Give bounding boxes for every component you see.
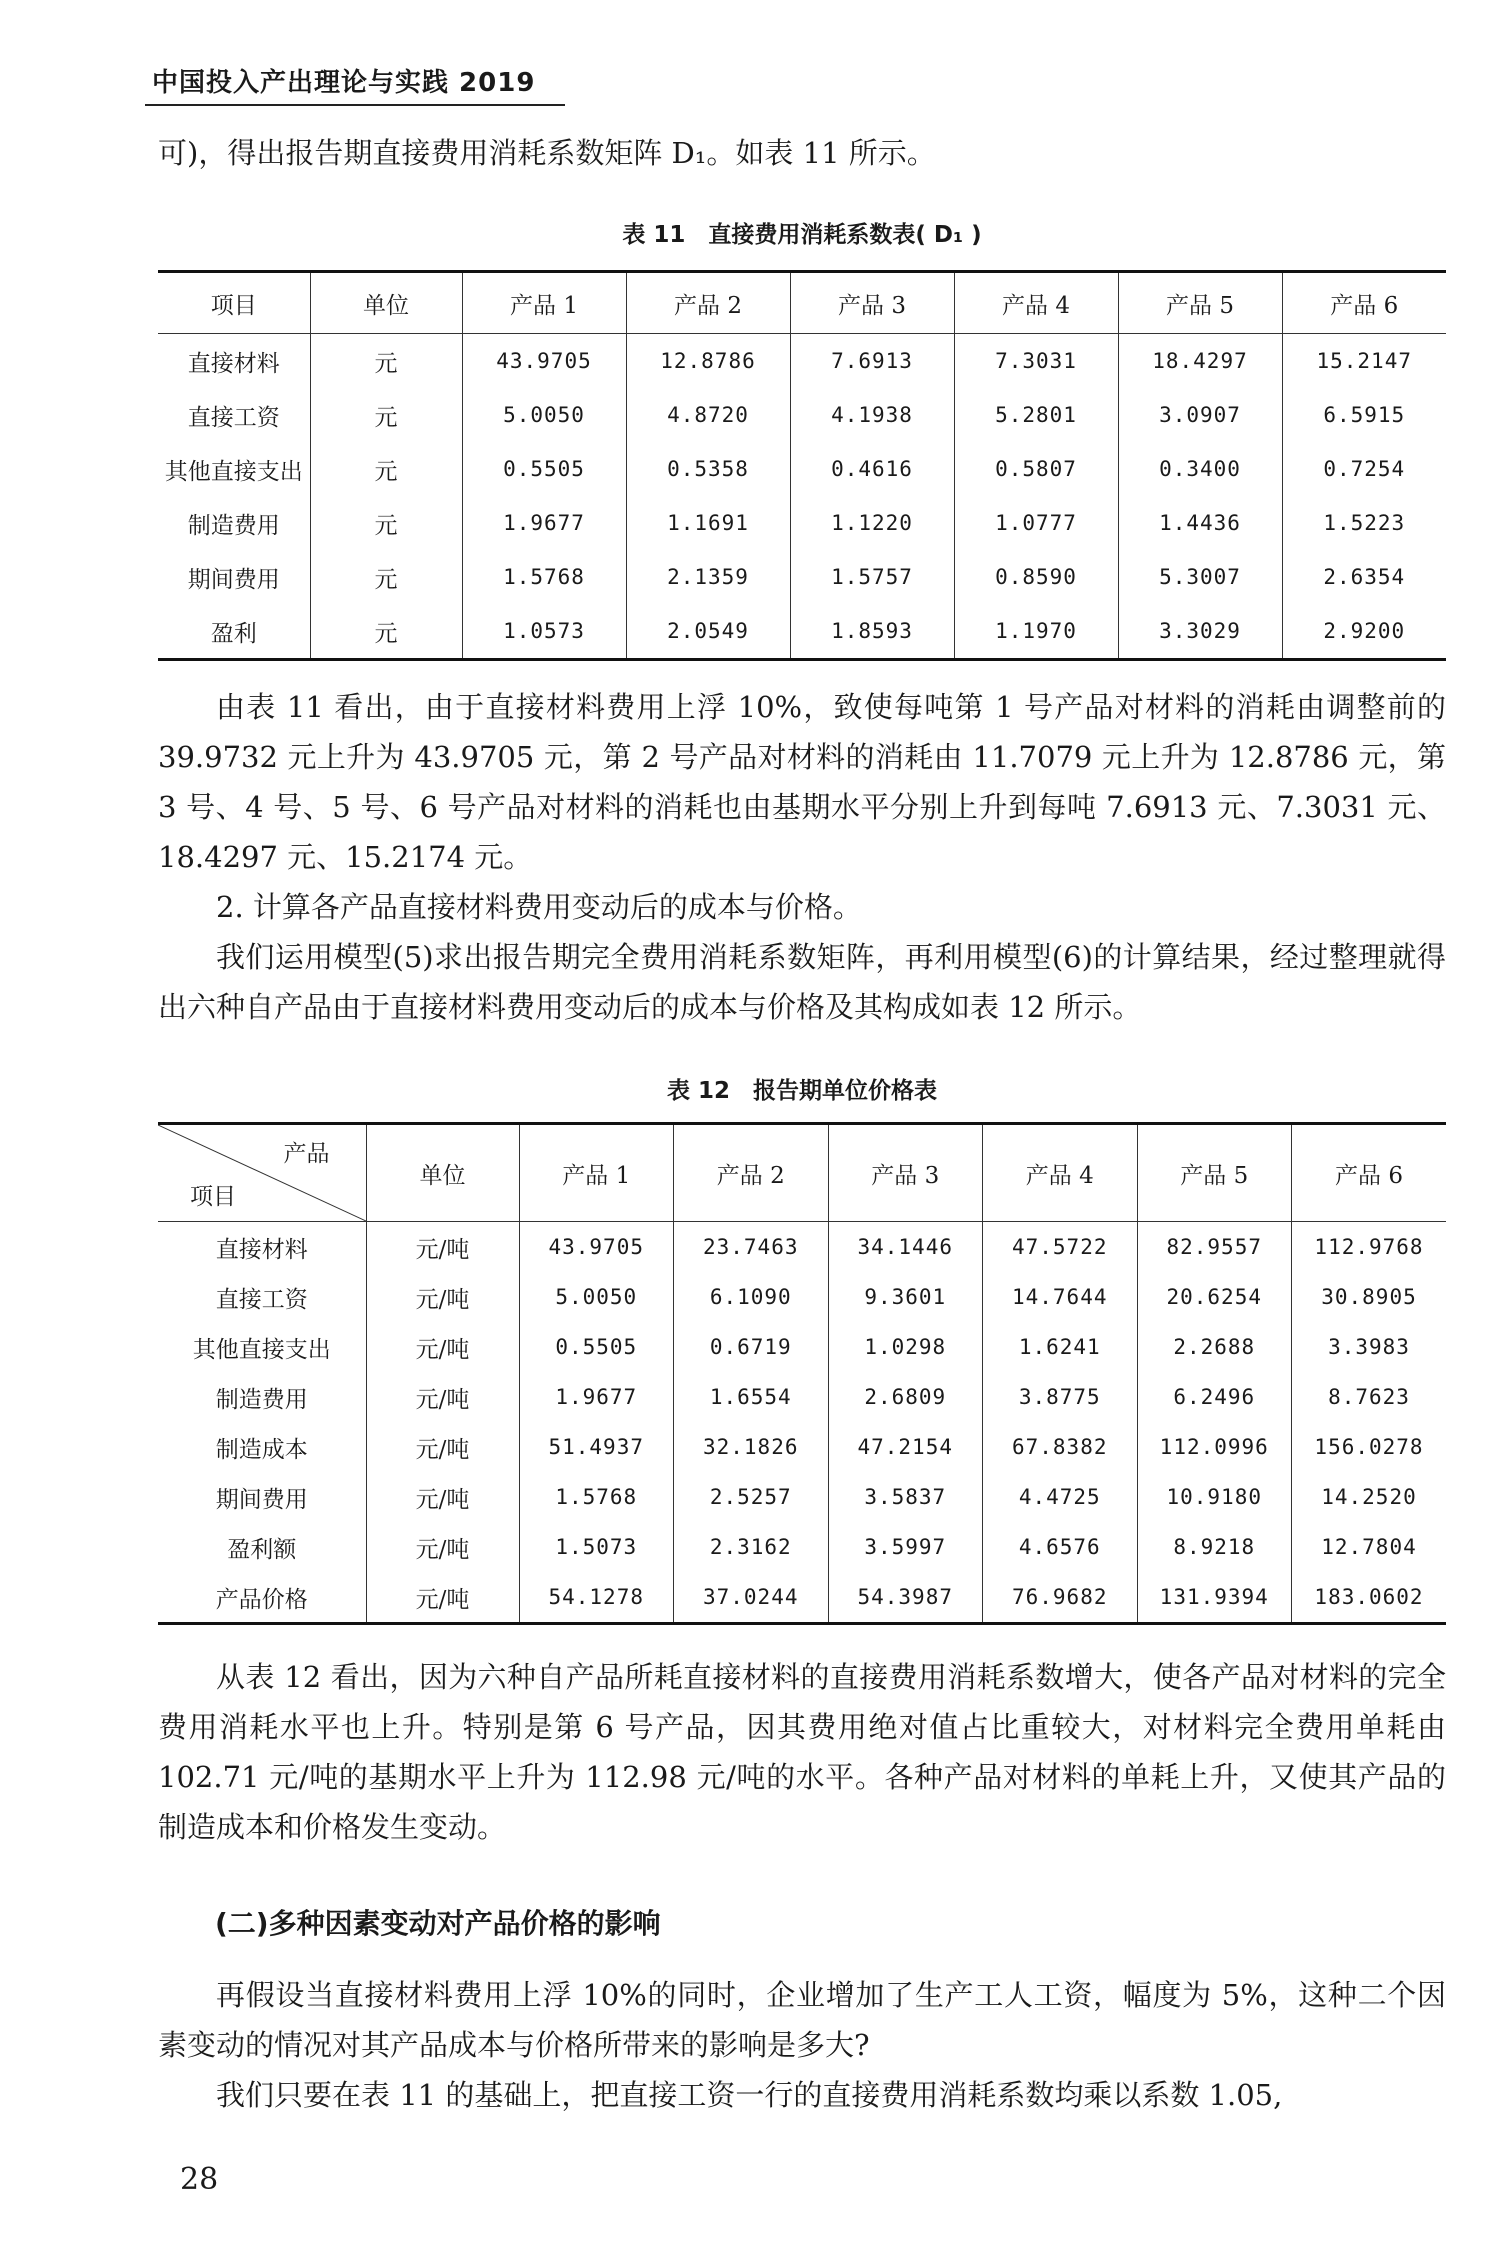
value-cell: 32.1826	[674, 1422, 829, 1472]
row-item: 产品价格	[158, 1572, 366, 1624]
value-cell: 1.0298	[828, 1322, 983, 1372]
table-row	[158, 442, 1446, 496]
row-item: 制造费用	[158, 496, 310, 550]
value-cell: 43.9705	[462, 334, 626, 389]
row-unit: 元/吨	[366, 1472, 519, 1522]
table-row	[158, 1572, 1446, 1624]
value-cell: 3.8775	[983, 1372, 1138, 1422]
corner-label-item: 项目	[190, 1184, 236, 1210]
row-unit: 元/吨	[366, 1372, 519, 1422]
value-cell: 54.3987	[828, 1572, 983, 1624]
row-unit: 元/吨	[366, 1222, 519, 1273]
value-cell: 1.0777	[954, 496, 1118, 550]
value-cell: 1.9677	[519, 1372, 674, 1422]
table12-header-cell: 产品 3	[828, 1124, 983, 1222]
table-row	[158, 1422, 1446, 1472]
value-cell: 9.3601	[828, 1272, 983, 1322]
value-cell: 6.2496	[1137, 1372, 1292, 1422]
value-cell: 1.5757	[790, 550, 954, 604]
paragraph-step2: 2. 计算各产品直接材料费用变动后的成本与价格。	[216, 890, 862, 924]
value-cell: 112.0996	[1137, 1422, 1292, 1472]
table-row	[158, 334, 1446, 389]
corner-label-product: 产品	[283, 1141, 330, 1167]
table-row	[158, 1322, 1446, 1372]
row-unit: 元	[310, 496, 462, 550]
value-cell: 3.5997	[828, 1522, 983, 1572]
value-cell: 5.0050	[519, 1272, 674, 1322]
table12-corner-cell	[158, 1124, 366, 1222]
row-item: 直接材料	[158, 1222, 366, 1273]
row-item: 盈利	[158, 604, 310, 660]
paragraph-table11-analysis: 由表 11 看出，由于直接材料费用上浮 10%，致使每吨第 1 号产品对材料的消耗由调整前的 39.9732 元上升为 43.9705 元，第 2 号产品对材料的消耗由 11.7079 元上升为 12.8786 元，第 3 号、4 号、5 号、6 号产品对材料的消耗也由基期水平分别上升到每吨 7.6913 元、7.3031 元、18.4297 元、15.2174 元。	[158, 690, 1446, 874]
row-item: 直接材料	[158, 334, 310, 389]
value-cell: 5.0050	[462, 388, 626, 442]
value-cell: 1.5073	[519, 1522, 674, 1572]
table12-caption: 表 12 报告期单位价格表	[666, 1078, 937, 1104]
value-cell: 2.3162	[674, 1522, 829, 1572]
table12-header-cell: 单位	[366, 1124, 519, 1222]
table11	[158, 270, 1446, 661]
table-row	[158, 1472, 1446, 1522]
value-cell: 1.1970	[954, 604, 1118, 660]
value-cell: 30.8905	[1292, 1272, 1447, 1322]
value-cell: 0.4616	[790, 442, 954, 496]
table-row	[158, 550, 1446, 604]
section-heading: (二)多种因素变动对产品价格的影响	[215, 1907, 661, 1940]
value-cell: 3.0907	[1118, 388, 1282, 442]
value-cell: 1.5768	[519, 1472, 674, 1522]
value-cell: 8.9218	[1137, 1522, 1292, 1572]
value-cell: 18.4297	[1118, 334, 1282, 389]
value-cell: 0.3400	[1118, 442, 1282, 496]
value-cell: 4.4725	[983, 1472, 1138, 1522]
table-row	[158, 604, 1446, 660]
row-item: 其他直接支出	[158, 1322, 366, 1372]
value-cell: 10.9180	[1137, 1472, 1292, 1522]
table-row	[158, 496, 1446, 550]
value-cell: 131.9394	[1137, 1572, 1292, 1624]
row-item: 盈利额	[158, 1522, 366, 1572]
value-cell: 7.3031	[954, 334, 1118, 389]
value-cell: 3.5837	[828, 1472, 983, 1522]
value-cell: 6.1090	[674, 1272, 829, 1322]
value-cell: 1.5768	[462, 550, 626, 604]
value-cell: 47.5722	[983, 1222, 1138, 1273]
value-cell: 14.7644	[983, 1272, 1138, 1322]
value-cell: 2.2688	[1137, 1322, 1292, 1372]
value-cell: 156.0278	[1292, 1422, 1447, 1472]
table11-header-cell: 产品 4	[954, 272, 1118, 334]
running-header: 中国投入产出理论与实践 2019	[152, 68, 536, 98]
row-unit: 元	[310, 388, 462, 442]
value-cell: 0.5358	[626, 442, 790, 496]
table11-caption: 表 11 直接费用消耗系数表( D₁ )	[622, 222, 982, 248]
value-cell: 8.7623	[1292, 1372, 1447, 1422]
value-cell: 1.0573	[462, 604, 626, 660]
table-row	[158, 1222, 1446, 1273]
value-cell: 2.6809	[828, 1372, 983, 1422]
value-cell: 0.7254	[1282, 442, 1446, 496]
value-cell: 1.1220	[790, 496, 954, 550]
value-cell: 1.8593	[790, 604, 954, 660]
value-cell: 3.3983	[1292, 1322, 1447, 1372]
table11-header-cell: 产品 1	[462, 272, 626, 334]
value-cell: 20.6254	[1137, 1272, 1292, 1322]
table11-body	[158, 334, 1446, 660]
page-number: 28	[180, 2162, 219, 2197]
value-cell: 5.2801	[954, 388, 1118, 442]
value-cell: 1.6241	[983, 1322, 1138, 1372]
value-cell: 2.0549	[626, 604, 790, 660]
table-row	[158, 1272, 1446, 1322]
paragraph-table12-analysis: 从表 12 看出，因为六种自产品所耗直接材料的直接费用消耗系数增大，使各产品对材料的完全费用消耗水平也上升。特别是第 6 号产品，因其费用绝对值占比重较大，对材料完全费用单耗由 102.71 元/吨的基期水平上升为 112.98 元/吨的水平。各种产品对材料的单耗上升，又使其产品的制造成本和价格发生变动。	[158, 1660, 1446, 1844]
value-cell: 0.5807	[954, 442, 1118, 496]
row-unit: 元/吨	[366, 1322, 519, 1372]
paragraph-model: 我们运用模型(5)求出报告期完全费用消耗系数矩阵，再利用模型(6)的计算结果，经过整理就得出六种自产品由于直接材料费用变动后的成本与价格及其构成如表 12 所示。	[158, 940, 1446, 1024]
value-cell: 1.9677	[462, 496, 626, 550]
value-cell: 37.0244	[674, 1572, 829, 1624]
value-cell: 34.1446	[828, 1222, 983, 1273]
value-cell: 4.6576	[983, 1522, 1138, 1572]
value-cell: 1.6554	[674, 1372, 829, 1422]
row-unit: 元	[310, 550, 462, 604]
table12-body	[158, 1222, 1446, 1624]
table11-header-row	[158, 272, 1446, 334]
value-cell: 1.5223	[1282, 496, 1446, 550]
value-cell: 47.2154	[828, 1422, 983, 1472]
table-row	[158, 1522, 1446, 1572]
table11-header-cell: 项目	[158, 272, 310, 334]
row-item: 制造费用	[158, 1372, 366, 1422]
table12-header-row	[158, 1124, 1446, 1222]
value-cell: 4.8720	[626, 388, 790, 442]
value-cell: 51.4937	[519, 1422, 674, 1472]
row-item: 期间费用	[158, 1472, 366, 1522]
row-item: 制造成本	[158, 1422, 366, 1472]
table11-header-cell: 产品 5	[1118, 272, 1282, 334]
value-cell: 1.4436	[1118, 496, 1282, 550]
value-cell: 2.5257	[674, 1472, 829, 1522]
table11-header-cell: 产品 6	[1282, 272, 1446, 334]
value-cell: 67.8382	[983, 1422, 1138, 1472]
value-cell: 0.5505	[462, 442, 626, 496]
paragraph-assumption: 再假设当直接材料费用上浮 10%的同时，企业增加了生产工人工资，幅度为 5%，这种二个因素变动的情况对其产品成本与价格所带来的影响是多大?	[158, 1978, 1446, 2062]
value-cell: 0.6719	[674, 1322, 829, 1372]
table12	[158, 1122, 1446, 1625]
row-unit: 元	[310, 334, 462, 389]
value-cell: 0.8590	[954, 550, 1118, 604]
table11-header-cell: 产品 3	[790, 272, 954, 334]
row-unit: 元/吨	[366, 1572, 519, 1624]
value-cell: 4.1938	[790, 388, 954, 442]
value-cell: 112.9768	[1292, 1222, 1447, 1273]
value-cell: 12.7804	[1292, 1522, 1447, 1572]
value-cell: 76.9682	[983, 1572, 1138, 1624]
table11-header-cell: 产品 2	[626, 272, 790, 334]
paragraph-method: 我们只要在表 11 的基础上，把直接工资一行的直接费用消耗系数均乘以系数 1.05,	[216, 2078, 1283, 2112]
value-cell: 6.5915	[1282, 388, 1446, 442]
value-cell: 15.2147	[1282, 334, 1446, 389]
value-cell: 183.0602	[1292, 1572, 1447, 1624]
value-cell: 1.1691	[626, 496, 790, 550]
value-cell: 5.3007	[1118, 550, 1282, 604]
table-row	[158, 388, 1446, 442]
row-item: 其他直接支出	[158, 442, 310, 496]
table12-header-cell: 产品 1	[519, 1124, 674, 1222]
row-unit: 元/吨	[366, 1522, 519, 1572]
header-rule	[145, 104, 565, 106]
table12-header-cell: 产品 4	[983, 1124, 1138, 1222]
paragraph-intro: 可)，得出报告期直接费用消耗系数矩阵 D₁。如表 11 所示。	[158, 136, 936, 170]
table12-header-cell: 产品 5	[1137, 1124, 1292, 1222]
row-item: 期间费用	[158, 550, 310, 604]
table12-header-cell: 产品 6	[1292, 1124, 1447, 1222]
value-cell: 43.9705	[519, 1222, 674, 1273]
row-unit: 元	[310, 442, 462, 496]
value-cell: 2.6354	[1282, 550, 1446, 604]
row-unit: 元	[310, 604, 462, 660]
value-cell: 54.1278	[519, 1572, 674, 1624]
value-cell: 23.7463	[674, 1222, 829, 1273]
value-cell: 2.9200	[1282, 604, 1446, 660]
row-item: 直接工资	[158, 1272, 366, 1322]
table12-header-cell: 产品 2	[674, 1124, 829, 1222]
value-cell: 14.2520	[1292, 1472, 1447, 1522]
row-unit: 元/吨	[366, 1272, 519, 1322]
row-unit: 元/吨	[366, 1422, 519, 1472]
value-cell: 12.8786	[626, 334, 790, 389]
row-item: 直接工资	[158, 388, 310, 442]
value-cell: 7.6913	[790, 334, 954, 389]
value-cell: 82.9557	[1137, 1222, 1292, 1273]
table11-header-cell: 单位	[310, 272, 462, 334]
value-cell: 0.5505	[519, 1322, 674, 1372]
value-cell: 3.3029	[1118, 604, 1282, 660]
value-cell: 2.1359	[626, 550, 790, 604]
table-row	[158, 1372, 1446, 1422]
